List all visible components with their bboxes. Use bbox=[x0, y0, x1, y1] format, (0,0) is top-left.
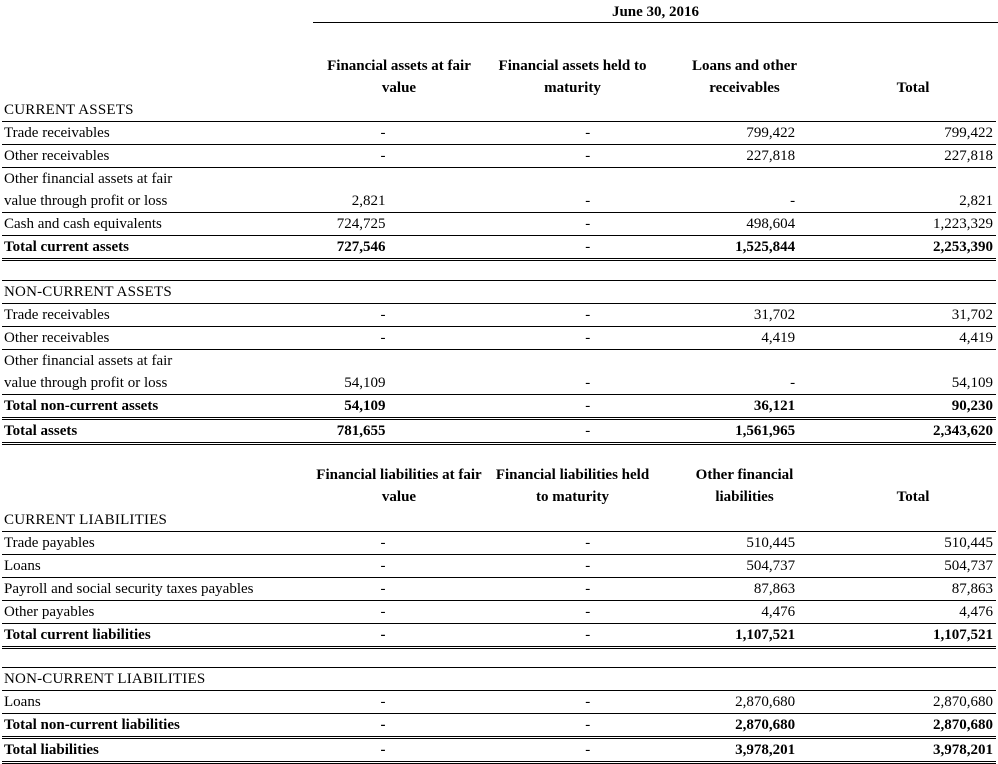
assets-col4-header: Total bbox=[896, 80, 930, 96]
table-row: Cash and cash equivalents 724,725 - 498,604 1,223,329 bbox=[2, 213, 996, 236]
table-row: Other receivables - - 4,419 4,419 bbox=[2, 327, 996, 350]
table-row: Trade payables - - 510,445 510,445 bbox=[2, 532, 996, 555]
assets-col1-header: Financial assets at fair value bbox=[327, 58, 471, 96]
assets-col3-header: Loans and other receivables bbox=[691, 58, 798, 96]
current-assets-table bbox=[2, 99, 996, 261]
table-row: Trade receivables - - 799,422 799,422 bbox=[2, 122, 996, 145]
grand-total-row: Total liabilities - - 3,978,201 3,978,201 bbox=[2, 738, 996, 763]
table-row: Other financial assets at fair value through profit or loss 2,821 - - 2,821 bbox=[2, 168, 996, 213]
table-row: Loans - - 2,870,680 2,870,680 bbox=[2, 691, 996, 714]
table-row: Payroll and social security taxes payables - - 87,863 87,863 bbox=[2, 578, 996, 601]
table-row: Other payables - - 4,476 4,476 bbox=[2, 601, 996, 624]
section-heading: NON-CURRENT LIABILITIES bbox=[2, 668, 996, 691]
liabilities-col1-header: Financial liabilities at fair value bbox=[316, 467, 482, 505]
date-header: June 30, 2016 bbox=[313, 2, 998, 23]
assets-col2-header: Financial assets held to maturity bbox=[498, 58, 647, 96]
non-current-assets-table bbox=[2, 280, 996, 445]
table-row: Other financial assets at fair value through profit or loss 54,109 - - 54,109 bbox=[2, 350, 996, 395]
liabilities-col2-header: Financial liabilities held to maturity bbox=[495, 467, 650, 505]
total-row: Total non-current assets 54,109 - 36,121 90,230 bbox=[2, 395, 996, 419]
table-row: Trade receivables - - 31,702 31,702 bbox=[2, 304, 996, 327]
total-row: Total current liabilities - - 1,107,521 1,107,521 bbox=[2, 624, 996, 648]
table-row: Other receivables - - 227,818 227,818 bbox=[2, 145, 996, 168]
total-row: Total current assets 727,546 - 1,525,844 2,253,390 bbox=[2, 236, 996, 260]
liabilities-col3-header: Other financial liabilities bbox=[695, 467, 794, 505]
section-heading: NON-CURRENT ASSETS bbox=[2, 281, 996, 304]
current-liabilities-table bbox=[2, 509, 996, 649]
section-heading: CURRENT LIABILITIES bbox=[2, 509, 996, 532]
liabilities-col4-header: Total bbox=[896, 489, 930, 505]
table-row: Loans - - 504,737 504,737 bbox=[2, 555, 996, 578]
grand-total-row: Total assets 781,655 - 1,561,965 2,343,620 bbox=[2, 419, 996, 444]
section-heading: CURRENT ASSETS bbox=[2, 99, 996, 122]
non-current-liabilities-table bbox=[2, 667, 996, 764]
total-row: Total non-current liabilities - - 2,870,680 2,870,680 bbox=[2, 714, 996, 738]
